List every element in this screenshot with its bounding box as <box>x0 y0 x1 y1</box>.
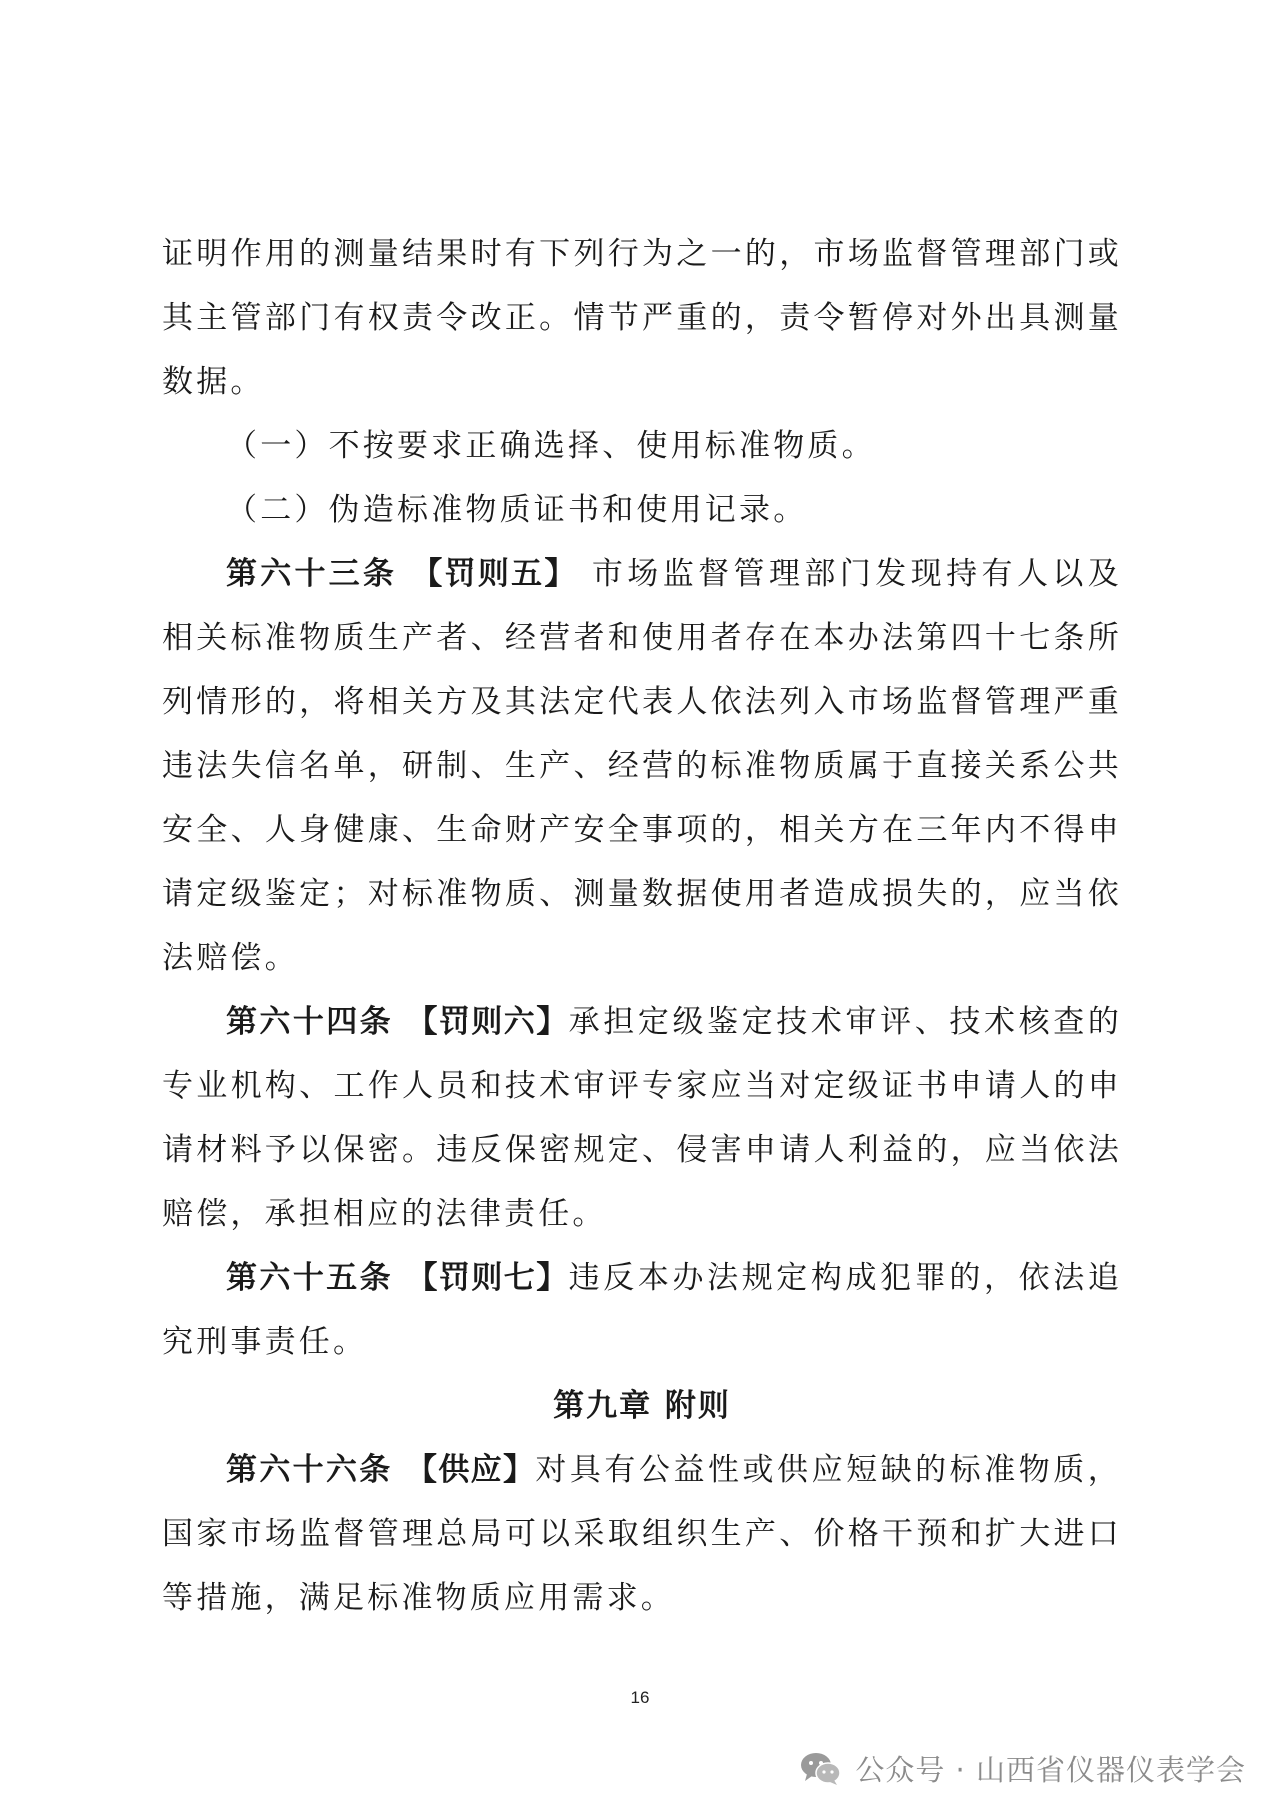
watermark-text: 公众号 · 山西省仪器仪表学会 <box>855 1753 1246 1787</box>
paragraph-text: 证明作用的测量结果时有下列行为之一的，市场监督管理部门或其主管部门有权责令改正。情节严重的，责令暂停对外出具测量数据。 <box>162 236 1122 400</box>
article-65 <box>162 1246 1122 1374</box>
list-item-2 <box>162 478 1122 542</box>
article-64 <box>162 990 1122 1246</box>
article-tag: 【供应】 <box>406 1452 536 1488</box>
article-number: 第六十三条 <box>226 556 398 592</box>
chapter-title: 第九章 附则 <box>553 1388 731 1424</box>
article-66 <box>162 1438 1122 1630</box>
wechat-icon <box>799 1751 843 1787</box>
article-text: 对具有公益性或供应短缺的标准物质，国家市场监督管理总局可以采取组织生产、价格干预和扩大进口等措施，满足标准物质应用需求。 <box>162 1452 1122 1616</box>
paragraph-text: （二）伪造标准物质证书和使用记录。 <box>226 492 808 528</box>
list-item-1 <box>162 414 1122 478</box>
article-number: 第六十四条 <box>226 1004 394 1040</box>
article-tag: 【罚则六】 <box>406 1004 569 1040</box>
paragraph-text: （一）不按要求正确选择、使用标准物质。 <box>226 428 876 464</box>
article-text: 市场监督管理部门发现持有人以及相关标准物质生产者、经营者和使用者存在本办法第四十七条所列情形的，将相关方及其法定代表人依法列入市场监督管理严重违法失信名单，研制、生产、经营的标准物质属于直接关系公共安全、人身健康、生命财产安全事项的，相关方在三年内不得申请定级鉴定；对标准物质、测量数据使用者造成损失的，应当依法赔偿。 <box>162 556 1123 976</box>
article-number: 第六十五条 <box>226 1260 394 1296</box>
wechat-watermark <box>799 1748 1246 1789</box>
article-number: 第六十六条 <box>226 1452 393 1488</box>
body-text <box>162 222 1122 1630</box>
article-text: 承担定级鉴定技术审评、技术核查的专业机构、工作人员和技术审评专家应当对定级证书申请人的申请材料予以保密。违反保密规定、侵害申请人利益的，应当依法赔偿，承担相应的法律责任。 <box>162 1004 1123 1232</box>
article-63 <box>162 542 1122 990</box>
article-tag: 【罚则五】 <box>411 556 578 592</box>
article-tag: 【罚则七】 <box>406 1260 569 1296</box>
article-text: 违反本办法规定构成犯罪的，依法追究刑事责任。 <box>162 1260 1123 1360</box>
paragraph-continuation <box>162 222 1122 414</box>
page-number: 16 <box>630 1688 650 1707</box>
